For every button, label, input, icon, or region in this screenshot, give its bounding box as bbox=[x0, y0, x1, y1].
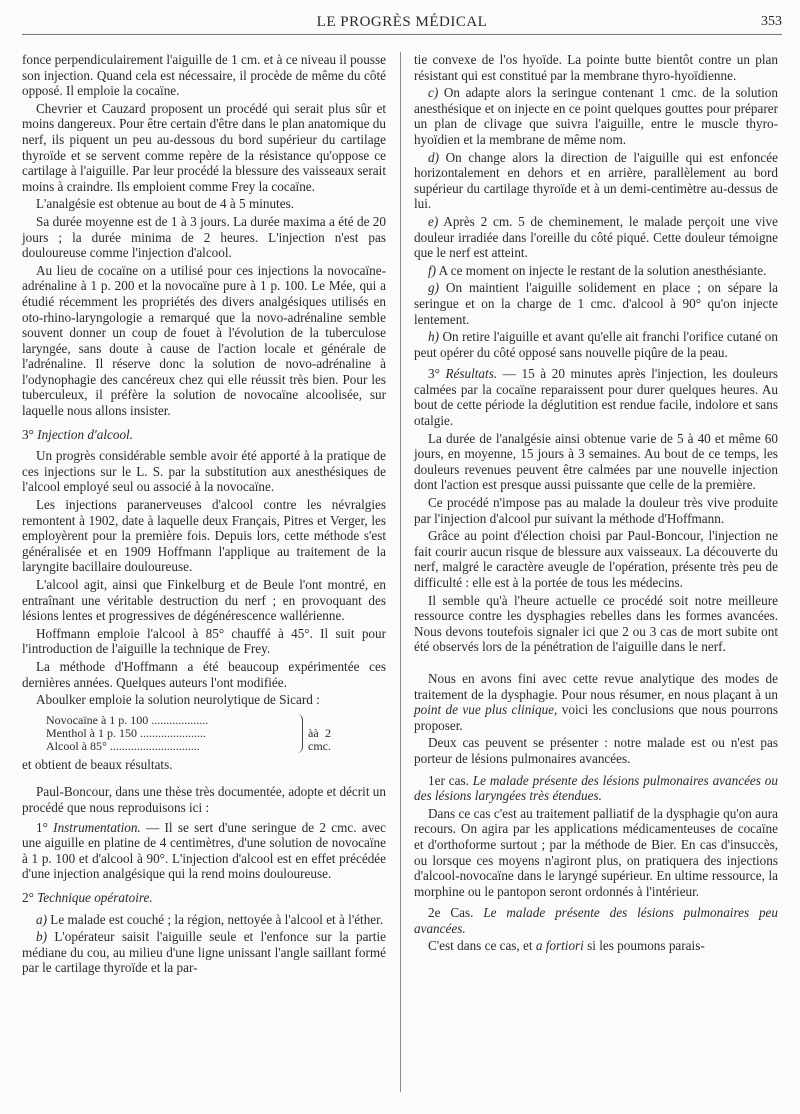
formula-row: Menthol à 1 p. 150 ...................... bbox=[46, 725, 206, 740]
paragraph: La méthode d'Hoffmann a été beaucoup expérimentée ces dernières années. Quelques auteurs l'ont modifiée. bbox=[22, 658, 386, 690]
step-letter: b) bbox=[36, 929, 47, 945]
paragraph: L'alcool agit, ainsi que Finkelburg et de Beule l'ont montré, en entraînant une véritable destruction du nerf ; en provoquant des lésions lentes et progressives de dégénérescence wallérienne. bbox=[22, 577, 386, 624]
paragraph: L'analgésie est obtenue au bout de 4 à 5 minutes. bbox=[36, 196, 294, 212]
item-title: Instrumentation. bbox=[53, 819, 141, 835]
text-run: , voici les conclusions que nous pourrons proposer. bbox=[414, 702, 779, 733]
case-1-heading bbox=[414, 773, 778, 804]
step-text: On adapte alors la seringue contenant 1 cmc. de la solution anesthésique et on injecte en ce point quelques gouttes pour préparer un plan de clivage que suivra l'aiguille, entre le muscle thyro-hyoïdien et la membrane de même nom. bbox=[414, 85, 778, 147]
right-column bbox=[414, 52, 778, 956]
results-paragraph bbox=[414, 366, 778, 428]
paragraph-last bbox=[414, 938, 778, 954]
item-title: Résultats. bbox=[445, 366, 498, 382]
paragraph: Aboulker emploie la solution neurolytique de Sicard : bbox=[36, 692, 320, 708]
left-column bbox=[22, 52, 386, 978]
case-title: Le malade présente des lésions pulmonaires peu avancées. bbox=[414, 905, 779, 936]
step-f bbox=[414, 263, 778, 279]
journal-title: LE PROGRÈS MÉDICAL bbox=[316, 14, 488, 30]
item-number: 1° bbox=[36, 819, 48, 835]
text-run: C'est dans ce cas, et bbox=[428, 938, 536, 954]
running-header bbox=[22, 10, 782, 35]
section-number: 3° bbox=[22, 426, 34, 442]
paragraph: Sa durée moyenne est de 1 à 3 jours. La durée maxima a été de 20 jours ; la durée minima de 2 heures. L'injection n'est pas douloureuse comme l'injection d'alcool. bbox=[22, 213, 386, 261]
sicard-formula bbox=[46, 712, 331, 753]
paragraph: Un progrès considérable semble avoir été apporté à la pratique de ces injections sur le L. S. par la substitution aux anesthésiques de l'alcool employé seul ou associé à la novocaïne. bbox=[22, 448, 386, 495]
section-title: Injection d'alcool. bbox=[37, 426, 134, 442]
case-2-heading bbox=[414, 905, 778, 936]
step-text: On retire l'aiguille et avant qu'elle ait franchi l'orifice cutané on peut opérer du côté opposé sans nouvelle piqûre de la peau. bbox=[414, 329, 778, 360]
step-a bbox=[22, 912, 386, 928]
step-text: Le malade est couché ; la région, nettoyée à l'alcool et à l'éther. bbox=[47, 911, 384, 927]
paragraph: Deux cas peuvent se présenter : notre malade est ou n'est pas porteur de lésions pulmonaires avancées. bbox=[414, 735, 778, 766]
paragraph: et obtient de beaux résultats. bbox=[22, 756, 173, 772]
paragraph: Ce procédé n'impose pas au malade la douleur très vive produite par l'injection d'alcool pur suivant la méthode d'Hoffmann. bbox=[414, 495, 778, 526]
case-number: 1er cas. bbox=[428, 772, 469, 788]
paragraph: fonce perpendiculairement l'aiguille de 1 cm. et à ce niveau il pousse son injection. Quand cela est nécessaire, il procède de même du côté opposé. Il emploie la cocaïne. bbox=[22, 52, 386, 99]
step-h bbox=[414, 329, 778, 360]
step-letter: e) bbox=[428, 213, 439, 229]
step-text: Après 2 cm. 5 de cheminement, le malade perçoit une vive douleur irradiée dans l'oreille du côté piqué. Cette douleur témoigne que le nerf est atteint. bbox=[414, 213, 778, 261]
page-number: 353 bbox=[761, 14, 782, 29]
step-text: A ce moment on injecte le restant de la solution anesthésiante. bbox=[436, 262, 767, 278]
paragraph: Dans ce cas c'est au traitement palliatif de la dysphagie qu'on aura recours. On agira par les applications médicamenteuses de cocaïne et d'orthoforme surtout ; par la méthode de Bier. En cas d'insuccès, ou lorsque ces moyens n'agiront plus, on pratiquera des injections d'alcool-novocaïne dans le laryngé supérieur. En ultime ressource, la morphine ou le pantopon seront ordonnés à l'intérieur. bbox=[414, 805, 778, 899]
item-number: 3° bbox=[428, 366, 440, 382]
item-text: — Il se sert d'une seringue de 2 cmc. avec une aiguille en platine de 4 centimètres, d'une solution de novocaïne à 1 p. 100 et d'alcool à 90°. L'injection d'alcool est en effet précédée d'une injection analgésique qui la rend moins douloureuse. bbox=[22, 819, 386, 882]
step-letter: h) bbox=[428, 329, 439, 345]
paragraph: Il semble qu'à l'heure actuelle ce procédé soit notre meilleure ressource contre les dysphagies rebelles dans les formes avancées. Nous devons toutefois signaler ici que 2 ou 3 cas de mort subite ont été observés lors de la pénétration de l'aiguille dans le nerf. bbox=[414, 592, 778, 655]
text-run: Nous en avons fini avec cette revue analytique des modes de traitement de la dysphagie. Pour nous résumer, en nous plaçant à un bbox=[414, 670, 778, 702]
section-number: 2° bbox=[22, 889, 34, 905]
step-g bbox=[414, 280, 778, 327]
paragraph: Les injections paranerveuses d'alcool contre les névralgies remontent à 1902, date à laquelle deux Français, Pitres et Verger, les employèrent pour la première fois. Depuis lors, cette méthode s'est généralisée et en 1909 Hoffmann l'applique au traitement de la laryngite bacillaire douloureuse. bbox=[22, 497, 386, 575]
step-e bbox=[414, 214, 778, 261]
summary-paragraph bbox=[414, 671, 778, 733]
step-letter: a) bbox=[36, 911, 47, 927]
step-letter: g) bbox=[428, 280, 439, 296]
case-number: 2e Cas. bbox=[428, 905, 474, 921]
section-heading-alcool bbox=[22, 427, 386, 443]
formula-row: Alcool à 85° .............................. bbox=[46, 738, 200, 753]
paragraph: Grâce au point d'élection choisi par Paul-Boncour, l'injection ne fait courir aucun risque de blessure aux vaisseaux. La découverte du nerf, malgré le caractère aveugle de l'opération, présente très peu de difficulté : elle est à la portée de tous les médecins. bbox=[414, 528, 778, 590]
paragraph: tie convexe de l'os hyoïde. La pointe butte bientôt contre un plan résistant qui est constitué par la membrane thyro-hyoïdienne. bbox=[414, 52, 778, 83]
step-b bbox=[22, 929, 386, 976]
paragraph: Chevrier et Cauzard proposent un procédé qui serait plus sûr et moins dangereux. Pour être certain d'être dans le plan anatomique du nerf, ils piquent un peu au-dessous du bord supérieur du cartilage thyroïde et se servent comme repère de la résistance qu'oppose ce cartilage à l'aiguille. Par leur procédé la blessure des vaisseaux serait moins à craindre. Ils emploient comme Frey la cocaïne. bbox=[22, 100, 386, 194]
step-text: L'opérateur saisit l'aiguille seule et l'enfonce sur la partie médiane du cou, au milieu d'une ligne unissant l'angle saillant formé par le cartilage thyroïde et la par- bbox=[22, 929, 386, 976]
formula-row: Novocaïne à 1 p. 100 ................... bbox=[46, 712, 209, 727]
step-letter: c) bbox=[428, 85, 439, 101]
step-text: On change alors la direction de l'aiguille qui est enfoncée horizontalement en dehors et en arrière, parallèlement au bord supérieur du cartilage thyroïde et à un demi-centimètre au-dessus de lui. bbox=[414, 149, 778, 212]
step-text: On maintient l'aiguille solidement en place ; on sépare la seringue et on la charge de 1 cmc. d'alcool à 90° qu'on injecte lentement. bbox=[414, 280, 778, 327]
text-run-italic: point de vue plus clinique bbox=[414, 702, 555, 718]
section-title: Technique opératoire. bbox=[37, 889, 153, 905]
text-run-italic: a fortiori bbox=[535, 938, 584, 954]
formula-quantity: àà 2 cmc. bbox=[308, 725, 331, 753]
section-heading-technique bbox=[22, 890, 386, 906]
item-text: — 15 à 20 minutes après l'injection, les douleurs calmées par la cocaïne reparaissent pour durer quelques heures. Au bout de cette période la déglutition est rendue facile, indolore et sans otalgie. bbox=[414, 366, 778, 429]
text-run: si les poumons parais- bbox=[583, 938, 705, 954]
column-divider bbox=[400, 52, 401, 1092]
paragraph: Paul-Boncour, dans une thèse très documentée, adopte et décrit un procédé que nous reproduisons ici : bbox=[22, 784, 386, 815]
instrumentation-paragraph bbox=[22, 820, 386, 882]
step-letter: f) bbox=[428, 262, 437, 278]
step-letter: d) bbox=[428, 149, 439, 165]
paragraph: La durée de l'analgésie ainsi obtenue varie de 5 à 40 et même 60 jours, en moyenne, 15 jours à 3 semaines. Au bout de ce temps, les douleurs revenues peuvent être calmées par une nouvelle injection dont l'action est presque aussi puissante que celle de la première. bbox=[414, 430, 778, 493]
paragraph: Hoffmann emploie l'alcool à 85° chauffé à 45°. Il suit pour l'introduction de l'aiguille la technique de Frey. bbox=[22, 625, 386, 657]
step-d bbox=[414, 150, 778, 212]
formula-brace bbox=[296, 714, 303, 753]
step-c bbox=[414, 85, 778, 147]
case-title: Le malade présente des lésions pulmonaires avancées ou des lésions laryngées très étendues. bbox=[414, 772, 778, 804]
paragraph: Au lieu de cocaïne on a utilisé pour ces injections la novocaïne-adrénaline à 1 p. 200 et la novocaïne pure à 1 p. 100. Le Mée, qui a étudié récemment les propriétés des divers analgésiques utilisés en oto-rhino-laryngologie a remarqué que la novo-adrénaline semble souvent donner un coup de fouet à l'évolution de la tuberculose laryngée, sans doute à cause de l'action locale et générale de l'adrénaline. Il réserve donc la solution de novo-adrénaline à l'odynophagie des cancéreux chez qui elle réussit très bien. Pour les tuberculeux, il préfère la solution de novocaïne alcoolisée, sur laquelle nous allons insister. bbox=[22, 262, 386, 419]
